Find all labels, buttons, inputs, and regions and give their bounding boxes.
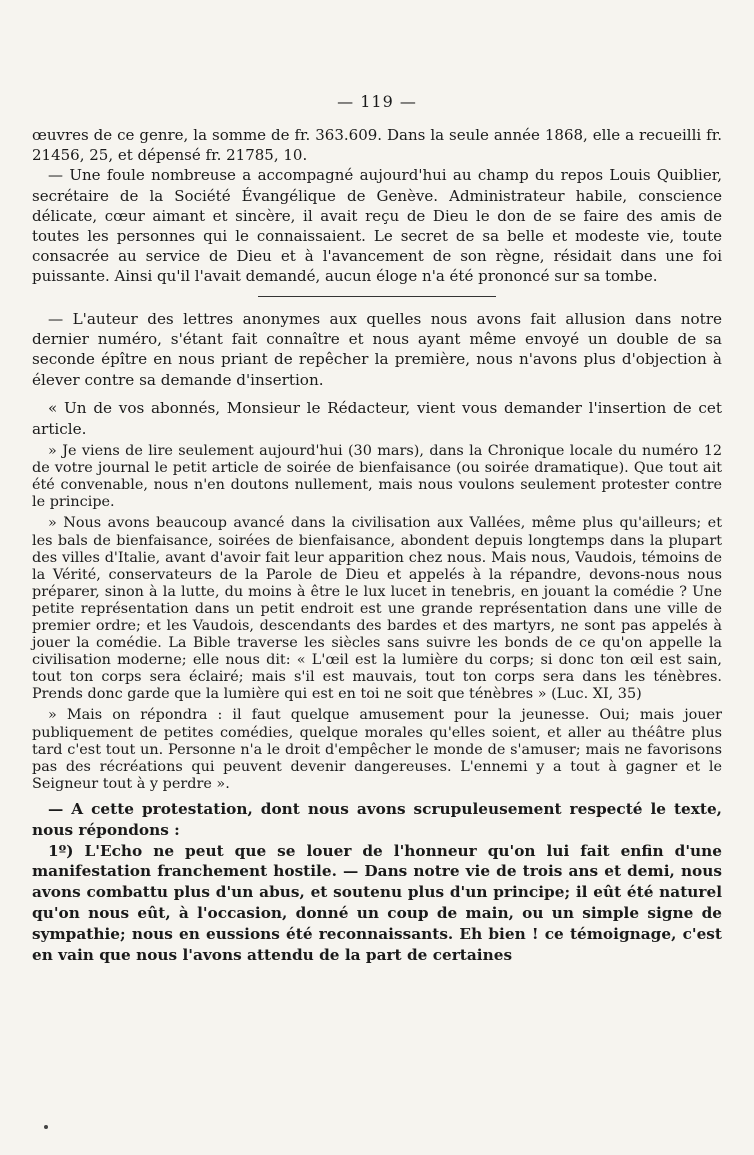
section-divider [258, 296, 496, 297]
paragraph-societies-total: œuvres de ce genre, la somme de fr. 363.609. Dans la seule année 1868, elle a recueilli fr. 21456, 25, et dépensé fr. 21785, 10. [32, 126, 722, 165]
paragraph-reply-intro: — A cette protestation, dont nous avons scrupuleusement respecté le texte, nous répondons : [32, 799, 722, 839]
anonymous-letters-section [32, 309, 722, 439]
print-speck [44, 1125, 48, 1129]
document-page [32, 92, 722, 965]
paragraph-quiblier-obituary: — Une foule nombreuse a accompagné aujourd'hui au champ du repos Louis Quiblier, secrétaire de la Société Évangélique de Genève. Administrateur habile, conscience délicate, cœur aimant et sincère, il avait reçu de Dieu le don de se faire des amis de toutes les personnes qui le connaissaient. Le secret de sa belle et modeste vie, toute consacrée au service de Dieu et à l'avancement de son règne, résidait dans une foi puissante. Ainsi qu'il l'avait demandé, aucun éloge n'a été prononcé sur sa tombe. [32, 166, 722, 286]
reply-section [32, 799, 722, 965]
letter-quotation [32, 443, 722, 793]
paragraph-anonymous-letters: — L'auteur des lettres anonymes aux quelles nous avons fait allusion dans notre dernier numéro, s'étant fait connaître et nous ayant même envoyé un double de sa seconde épître en nous priant de repêcher la première, nous n'avons plus d'objection à élever contre sa demande d'insertion. [32, 309, 722, 389]
news-section [32, 125, 722, 287]
paragraph-reply-point-one: 1º) L'Echo ne peut que se louer de l'honneur qu'on lui fait enfin d'une manifestation franchement hostile. — Dans notre vie de trois ans et demi, nous avons combattu plus d'un abus, et soutenu plus d'un principe; il eût été naturel qu'on nous eût, à l'occasion, donné un coup de main, ou un simple signe de sympathie; nous en eussions été reconnaissants. Eh bien ! ce témoignage, c'est en vain que nous l'avons attendu de la part de certaines [32, 841, 722, 964]
page-number: — 119 — [337, 92, 417, 111]
paragraph-letter-amusement: » Mais on répondra : il faut quelque amusement pour la jeunesse. Oui; mais jouer publiquement de petites comédies, quelque morales qu'elles soient, et aller au théâtre plus tard c'est tout un. Personne n'a le droit d'empêcher le monde de s'amuser; mais ne favorisons pas des récréations qui peuvent devenir dangereuses. L'ennemi y a tout à gagner et le Seigneur tout à y perdre ». [32, 707, 722, 792]
paragraph-letter-opening: « Un de vos abonnés, Monsieur le Rédacteur, vient vous demander l'insertion de cet article. [32, 399, 722, 438]
paragraph-letter-chronique: » Je viens de lire seulement aujourd'hui (30 mars), dans la Chronique locale du numéro 12 de votre journal le petit article de soirée de bienfaisance (ou soirée dramatique). Que tout ait été convenable, nous n'en doutons nullement, mais nous voulons seulement protester contre le principe. [32, 443, 722, 511]
paragraph-letter-civilisation: » Nous avons beaucoup avancé dans la civilisation aux Vallées, même plus qu'ailleurs; et les bals de bienfaisance, soirées de bienfaisance, abondent depuis longtemps dans la plupart des villes d'Italie, avant d'avoir fait leur apparition chez nous. Mais nous, Vaudois, témoins de la Vérité, conservateurs de la Parole de Dieu et appelés à la répandre, devons-nous nous préparer, sinon à la lutte, du moins à être le lux lucet in tenebris, en jouant la comédie ? Une petite représentation dans un petit endroit est une grande représentation dans une ville de premier ordre; et les Vaudois, descendants des bardes et des martyrs, ne sont pas appelés à jouer la comédie. La Bible traverse les siècles sans suivre les bonds de ce qu'on appelle la civilisation moderne; elle nous dit: « L'œil est la lumière du corps; si donc ton œil est sain, tout ton corps sera éclairé; mais s'il est mauvais, tout ton corps sera dans les ténèbres. Prends donc garde que la lumière qui est en toi ne soit que ténèbres » (Luc. XI, 35) [32, 515, 722, 703]
